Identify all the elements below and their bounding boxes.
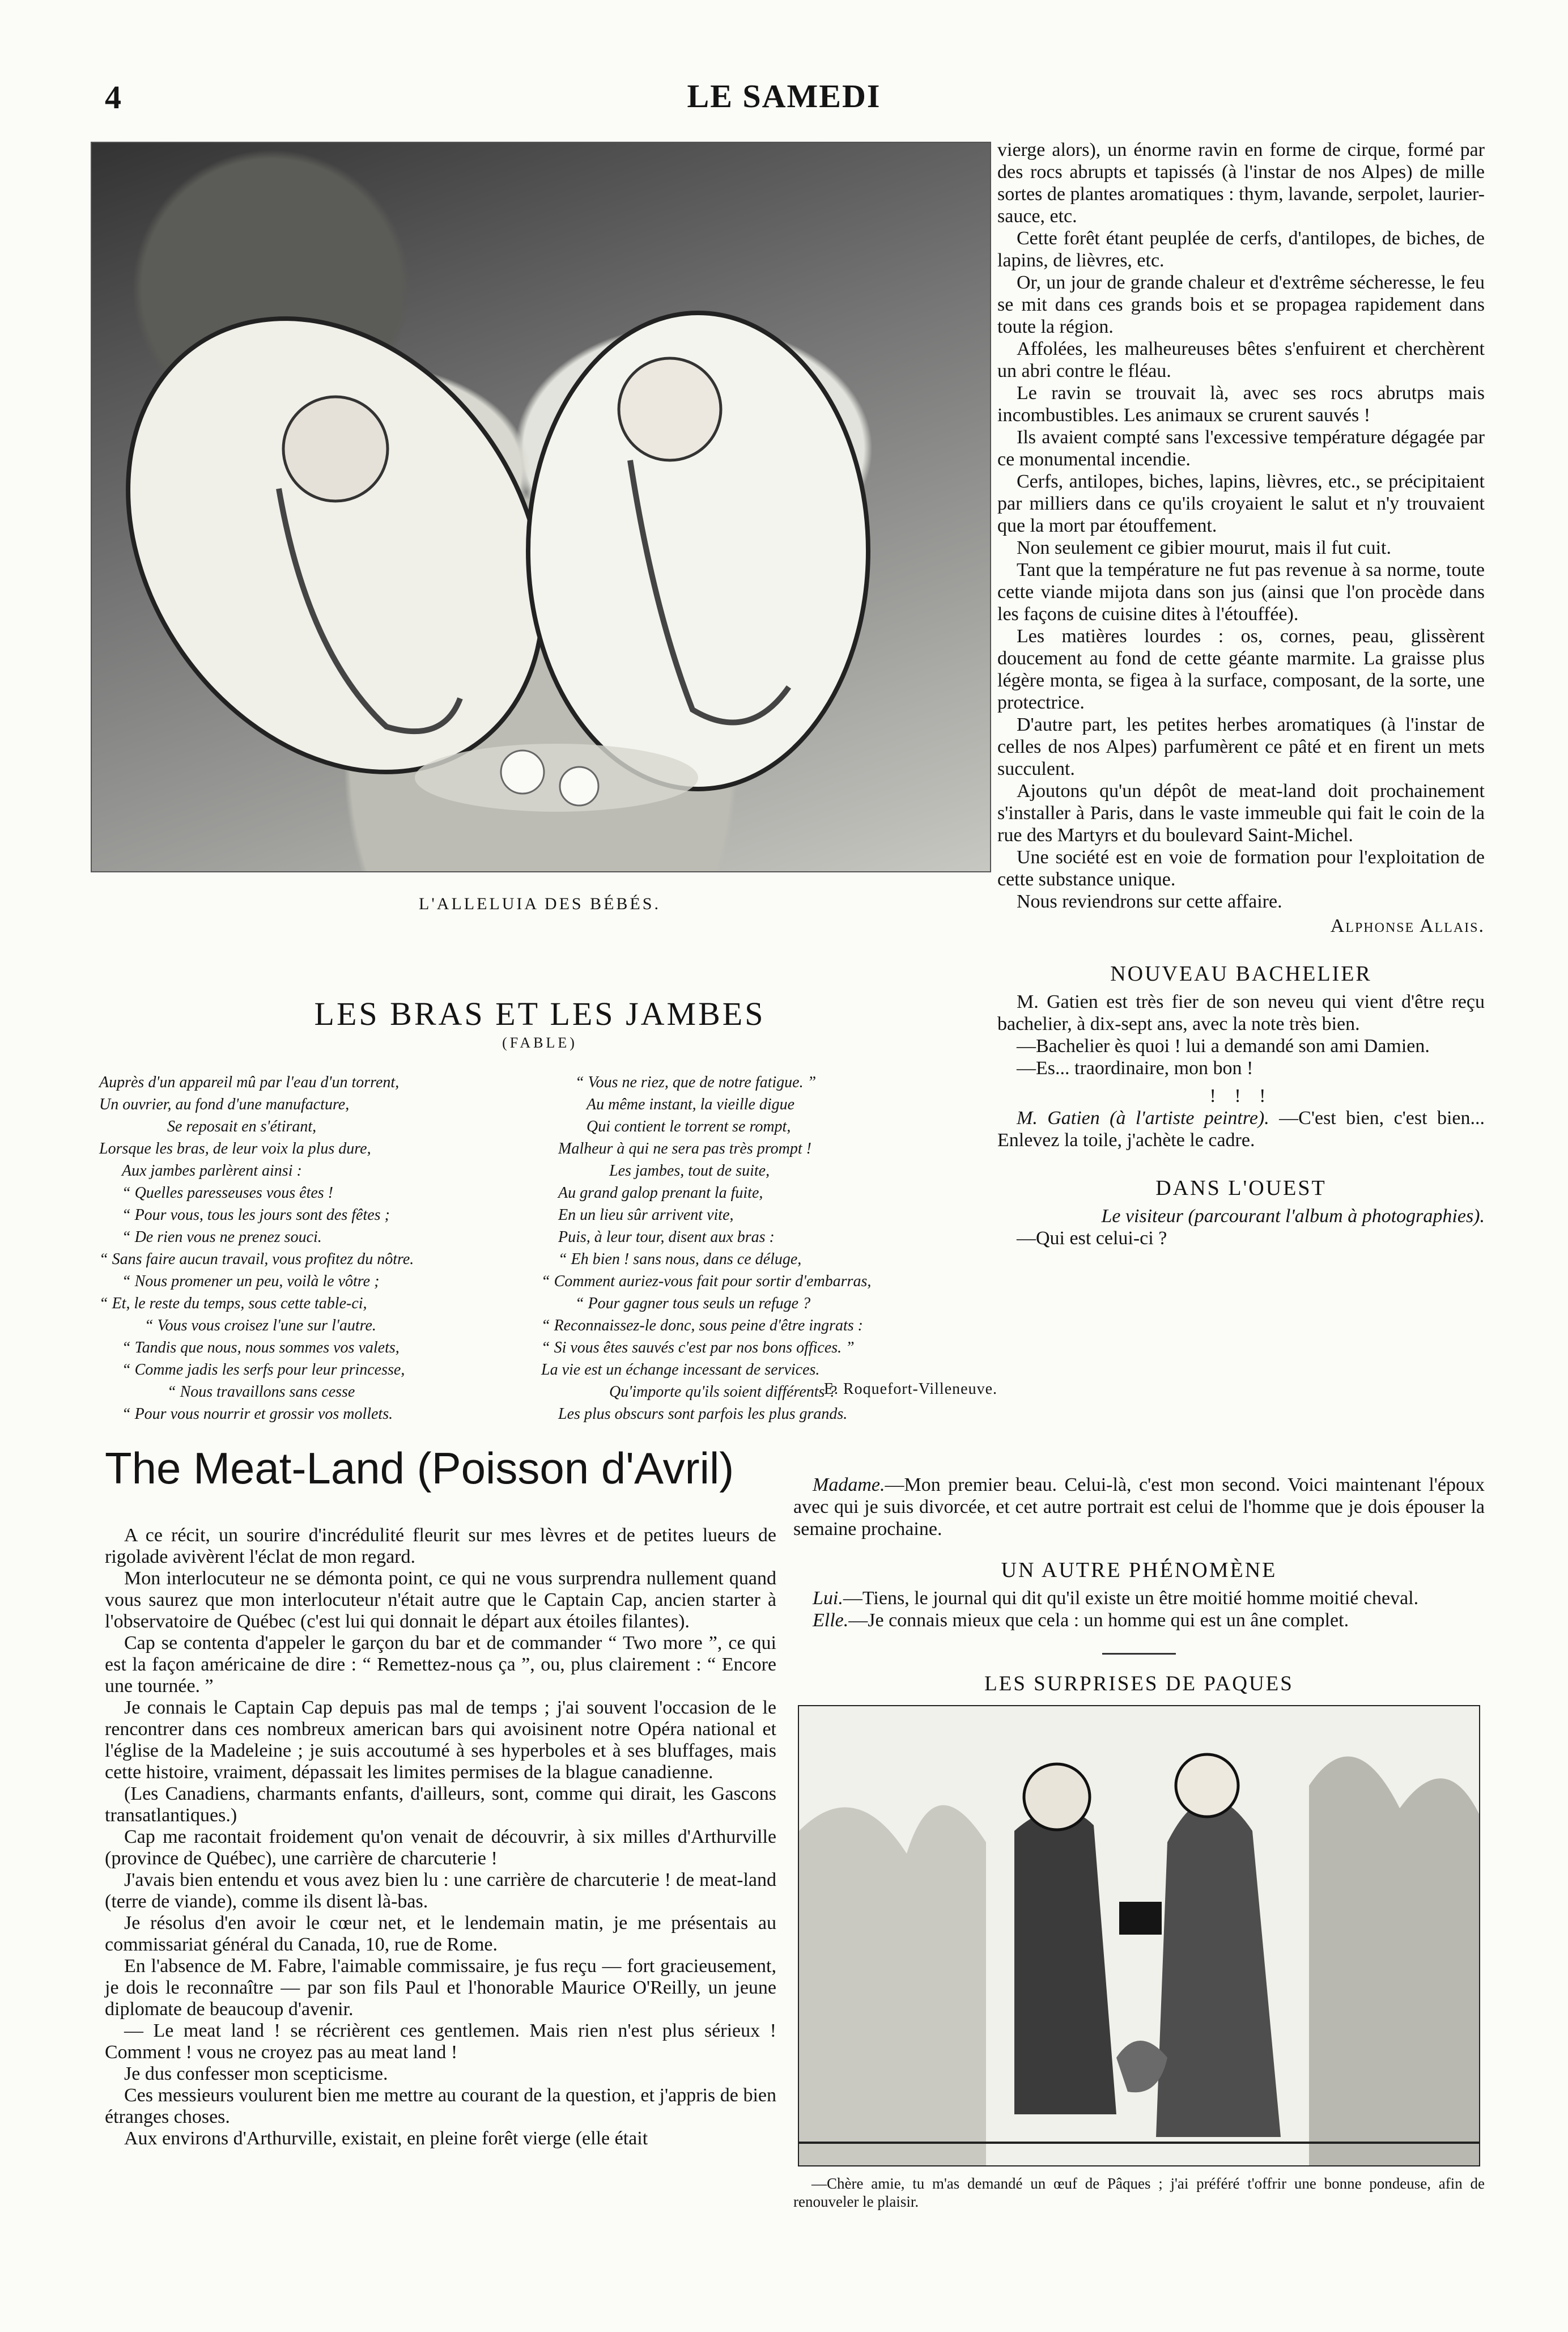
poem-line: “ Vous ne riez, que de notre fatigue. ”	[575, 1074, 817, 1091]
article-title: The Meat-Land (Poisson d'Avril)	[105, 1443, 734, 1493]
cartoon-caption: —Chère amie, tu m'as demandé un œuf de Pâques ; j'ai préféré t'offrir une bonne pondeuse, afin de renouveler le plaisir.	[793, 2175, 1485, 2210]
page-number: 4	[105, 79, 121, 116]
speaker-label: M. Gatien (à l'artiste peintre).	[1017, 1108, 1269, 1129]
poem-line: “ Sans faire aucun travail, vous profitez du nôtre.	[99, 1250, 414, 1268]
bachelier-final-line	[997, 1107, 1485, 1151]
poem-line: “ Nous travaillons sans cesse	[167, 1383, 355, 1401]
masthead: LE SAMEDI	[687, 78, 881, 115]
speaker-label: Lui.	[813, 1588, 843, 1609]
dialogue-text: —Tiens, le journal qui dit qu'il existe un être moitié homme moitié cheval.	[843, 1588, 1419, 1609]
poem-line: “ Comme jadis les serfs pour leur princesse,	[122, 1361, 405, 1379]
article-paragraph: Ces messieurs voulurent bien me mettre au courant de la question, et j'appris de bien étranges choses.	[105, 2085, 776, 2127]
poem-line: “ Vous vous croisez l'une sur l'autre.	[145, 1317, 376, 1334]
bachelier-heading: NOUVEAU BACHELIER	[1110, 962, 1372, 986]
poem-line: “ Comment auriez-vous fait pour sortir d'embarras,	[541, 1273, 872, 1290]
poem-line: Qu'importe qu'ils soient différents ?	[609, 1383, 837, 1401]
article-paragraph: Aux environs d'Arthurville, existait, en pleine forêt vierge (elle était	[124, 2128, 648, 2149]
article-paragraph: Cerfs, antilopes, biches, lapins, lièvres, etc., se précipitaient par milliers dans ce qu'ils croyaient le salut et n'y trouvaient que la mort par étouffement.	[997, 471, 1485, 536]
poem-line: “ Si vous êtes sauvés c'est par nos bons offices. ”	[541, 1339, 855, 1356]
easter-cartoon	[798, 1705, 1480, 2166]
poem-line: Se reposait en s'étirant,	[167, 1118, 317, 1135]
poem-line: Aux jambes parlèrent ainsi :	[122, 1162, 302, 1180]
poem-signature: E. Roquefort-Villeneuve.	[823, 1380, 997, 1398]
poem-line: “ Quelles paresseuses vous êtes !	[122, 1184, 334, 1202]
poem-line: “ Pour vous, tous les jours sont des fêtes ;	[122, 1206, 390, 1224]
article-paragraph: En l'absence de M. Fabre, l'aimable commissaire, je fus reçu — fort gracieusement, je dois le reconnaître — par son fils Paul et l'honorable Maurice O'Reilly, un jeune diplomate de beaucoup d'avenir.	[105, 1956, 776, 2020]
article-paragraph: Non seulement ce gibier mourut, mais il fut cuit.	[1017, 537, 1391, 558]
article-paragraph: Ajoutons qu'un dépôt de meat-land doit prochainement s'installer à Paris, dans le vaste immeuble qui fait le coin de la rue des Martyrs et du boulevard Saint-Michel.	[997, 781, 1485, 846]
article-right-column	[997, 139, 1485, 1249]
article-paragraph: Je dus confesser mon scepticisme.	[124, 2063, 388, 2084]
article-paragraph: J'avais bien entendu et vous avez bien lu : une carrière de charcuterie ! de meat-land (terre de viande), comme ils disent là-bas.	[105, 1869, 776, 1912]
poem-line: “ Et, le reste du temps, sous cette table-ci,	[99, 1295, 367, 1312]
article-paragraph: Les matières lourdes : os, cornes, peau, glissèrent doucement au fond de cette géante marmite. La graisse plus légère monta, se figea à la surface, composant, de la sorte, une protectrice.	[997, 626, 1485, 713]
poem-line: “ Eh bien ! sans nous, dans ce déluge,	[558, 1250, 802, 1268]
poem-title: LES BRAS ET LES JAMBES	[314, 995, 766, 1032]
article-paragraph: Le ravin se trouvait là, avec ses rocs abrutps mais incombustibles. Les animaux se crurent sauvés !	[997, 383, 1485, 426]
article-left-column	[105, 1525, 776, 2149]
eggshell-illustration	[92, 143, 990, 871]
article-paragraph: Ils avaient compté sans l'excessive température dégagée par ce monumental incendie.	[997, 427, 1485, 470]
speaker-label: Madame.	[813, 1474, 885, 1495]
ouest-question: —Qui est celui-ci ?	[1017, 1228, 1167, 1249]
article-paragraph: Cette forêt étant peuplée de cerfs, d'antilopes, de biches, de lapins, de lièvres, etc.	[997, 228, 1485, 271]
article-paragraph: Affolées, les malheureuses bêtes s'enfuirent et cherchèrent un abri contre le fléau.	[997, 338, 1485, 381]
speaker-label: Elle.	[813, 1610, 849, 1631]
poem-line: Lorsque les bras, de leur voix la plus dure,	[99, 1140, 371, 1157]
bachelier-exclamations: ! ! !	[1209, 1086, 1273, 1106]
cartoon-title: LES SURPRISES DE PAQUES	[984, 1672, 1294, 1695]
phenomene-elle	[793, 1609, 1485, 1631]
poem-line: “ Pour gagner tous seuls un refuge ?	[575, 1295, 811, 1312]
poem-left-column	[99, 1071, 507, 1425]
phenomene-heading: UN AUTRE PHÉNOMÈNE	[1001, 1558, 1277, 1582]
photo-caption: L'ALLELUIA DES BÉBÉS.	[419, 894, 661, 913]
poem-line: Les plus obscurs sont parfois les plus grands.	[558, 1405, 848, 1423]
poem-line: “ Pour vous nourrir et grossir vos mollets.	[122, 1405, 393, 1423]
article-paragraph: — Le meat land ! se récrièrent ces gentlemen. Mais rien n'est plus sérieux ! Comment ! vous ne croyez pas au meat land !	[105, 2020, 776, 2063]
article-paragraph: Or, un jour de grande chaleur et d'extrême sécheresse, le feu se mit dans ces grands bois et se propagea rapidement dans toute la région.	[997, 272, 1485, 337]
poem-line: “ Reconnaissez-le donc, sous peine d'être ingrats :	[541, 1317, 863, 1334]
article-paragraph: Tant que la température ne fut pas revenue à sa norme, toute cette viande mijota dans son jus (ainsi que l'on procède dans les façons de cuisine dites à l'étouffée).	[997, 559, 1485, 625]
ouest-heading: DANS L'OUEST	[1155, 1176, 1327, 1200]
anecdotes-wide-section	[793, 1474, 1485, 2211]
poem-line: “ Nous promener un peu, voilà le vôtre ;	[122, 1273, 380, 1290]
dialogue-text: —Mon premier beau. Celui-là, c'est mon second. Voici maintenant l'époux avec qui je suis divorcée, et cet autre portrait est celui de l'homme que je dois épouser la semaine prochaine.	[793, 1474, 1485, 1540]
article-paragraph: A ce récit, un sourire d'incrédulité fleurit sur mes lèvres et de petites lueurs de rigolade avivèrent l'éclat de mon regard.	[105, 1525, 776, 1567]
article-paragraph: Mon interlocuteur ne se démonta point, ce qui ne vous surprendra nullement quand vous saurez que mon interlocuteur n'était autre que le Captain Cap, ancien starter à l'observatoire de Québec (c'est lui qui donnait le départ aux étoiles filantes).	[105, 1568, 776, 1632]
article-paragraph: D'autre part, les petites herbes aromatiques (à l'instar de celles de nos Alpes) parfumèrent ce pâté et en firent un mets succulent.	[997, 714, 1485, 779]
bachelier-paragraph: —Bachelier ès quoi ! lui a demandé son ami Damien.	[1017, 1036, 1430, 1057]
article-signature: Alphonse Allais.	[1330, 915, 1485, 936]
article-paragraph: Je connais le Captain Cap depuis pas mal de temps ; j'ai souvent l'occasion de le rencontrer dans ces nombreux american bars qui avoisinent notre Opéra national et l'église de la Madeleine ; je suis accoutumé à ses hyperboles et à ses bluffages, mais cette histoire, vraiment, dépassait les limites permises de la blague canadienne.	[105, 1697, 776, 1783]
poem-line: Auprès d'un appareil mû par l'eau d'un torrent,	[99, 1074, 400, 1091]
cartoon-drawing	[799, 1706, 1479, 2165]
article-paragraph: (Les Canadiens, charmants enfants, d'ailleurs, sont, comme qui dirait, les Gascons transatlantiques.)	[105, 1783, 776, 1826]
section-divider	[1102, 1653, 1176, 1655]
poem-line: Au grand galop prenant la fuite,	[558, 1184, 763, 1202]
poem-line: En un lieu sûr arrivent vite,	[558, 1206, 734, 1224]
article-paragraph: Une société est en voie de formation pour l'exploitation de cette substance unique.	[997, 847, 1485, 890]
babies-photo	[91, 142, 991, 872]
dialogue-text: —C'est bien, c'est bien... Enlevez la toile, j'achète le cadre.	[997, 1108, 1485, 1151]
poem-line: “ Tandis que nous, nous sommes vos valets,	[122, 1339, 400, 1356]
ouest-stage-direction: Le visiteur (parcourant l'album à photographies).	[1101, 1206, 1485, 1227]
article-paragraph: vierge alors), un énorme ravin en forme de cirque, formé par des rocs abrupts et tapissés (à l'instar de nos Alpes) de mille sortes de plantes aromatiques : thym, lavande, serpolet, laurier-sauce, etc.	[997, 139, 1485, 227]
article-paragraph: Je résolus d'en avoir le cœur net, et le lendemain matin, je me présentais au commissariat général du Canada, 10, rue de Rome.	[105, 1913, 776, 1955]
poem-line: Puis, à leur tour, disent aux bras :	[558, 1228, 775, 1246]
article-paragraph: Cap se contenta d'appeler le garçon du bar et de commander “ Two more ”, ce qui est la façon américaine de dire : “ Remettez-nous ça ”, ou, plus clairement : “ Encore une tournée. ”	[105, 1633, 776, 1697]
phenomene-lui	[793, 1587, 1485, 1609]
poem-line: Au même instant, la vieille digue	[587, 1096, 795, 1113]
poem-right-column	[541, 1071, 972, 1425]
bachelier-paragraph: M. Gatien est très fier de son neveu qui vient d'être reçu bachelier, à dix-sept ans, avec la note très bien.	[997, 991, 1485, 1034]
dialogue-text: —Je connais mieux que cela : un homme qui est un âne complet.	[848, 1610, 1349, 1631]
poem-line: Malheur à qui ne sera pas très prompt !	[558, 1140, 811, 1157]
article-paragraph: Cap me racontait froidement qu'on venait de découvrir, à six milles d'Arthurville (province de Québec), une carrière de charcuterie !	[105, 1826, 776, 1869]
poem-line: La vie est un échange incessant de services.	[541, 1361, 820, 1379]
poem-line: Un ouvrier, au fond d'une manufacture,	[99, 1096, 350, 1113]
poem-line: Les jambes, tout de suite,	[609, 1162, 770, 1180]
bachelier-paragraph: —Es... traordinaire, mon bon !	[1017, 1058, 1253, 1079]
article-paragraph: Nous reviendrons sur cette affaire.	[1017, 891, 1282, 912]
poem-line: “ De rien vous ne prenez souci.	[122, 1228, 322, 1246]
poem-line: Qui contient le torrent se rompt,	[587, 1118, 791, 1135]
poem-subtitle: (FABLE)	[502, 1034, 577, 1051]
